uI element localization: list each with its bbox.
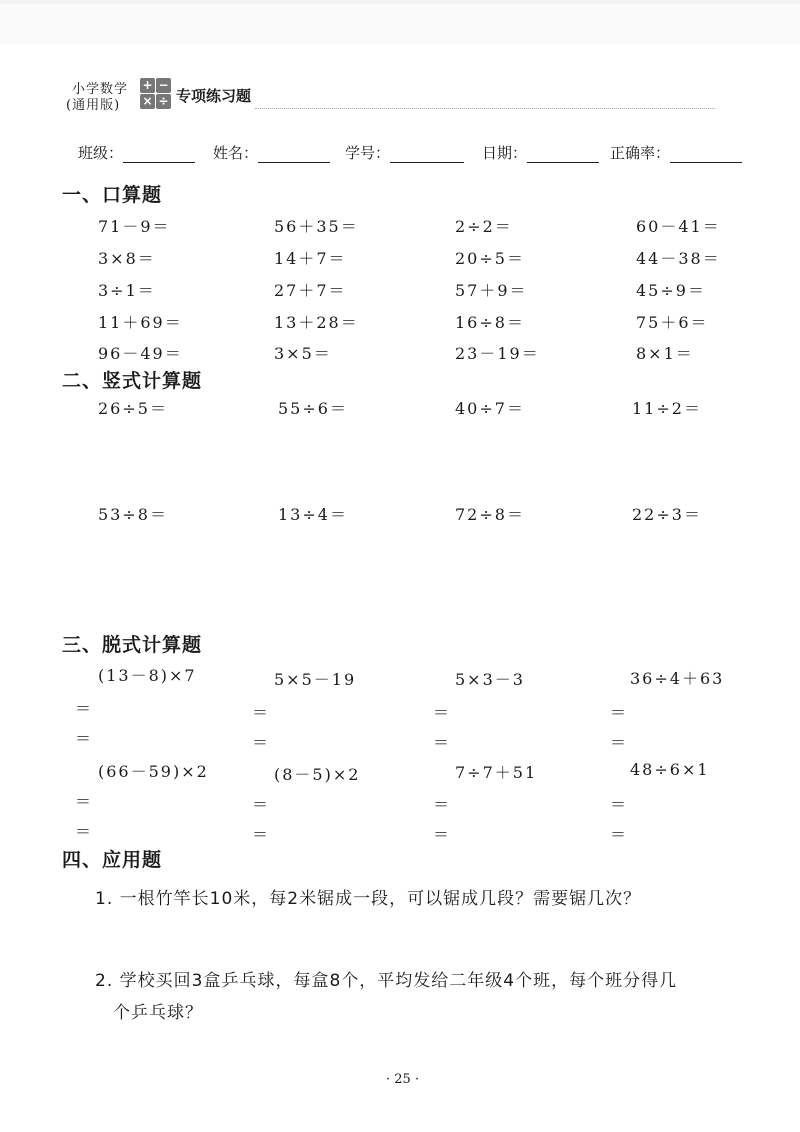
- oral-question: 45÷9＝: [636, 281, 706, 300]
- equals-sign: ＝: [610, 703, 627, 722]
- oral-question: 57＋9＝: [455, 281, 528, 300]
- equals-sign: ＝: [252, 825, 269, 844]
- accuracy-field[interactable]: [610, 142, 742, 163]
- top-margin-band: [0, 0, 800, 44]
- stepwise-question: (13－8)×7: [98, 666, 197, 685]
- minus-icon: −: [156, 78, 171, 93]
- vertical-question: 13÷4＝: [278, 505, 348, 524]
- equals-sign: ＝: [433, 825, 450, 844]
- stepwise-question: (66－59)×2: [98, 762, 209, 781]
- class-field[interactable]: [78, 142, 195, 163]
- class-blank[interactable]: [123, 146, 195, 163]
- oral-question: 27＋7＝: [274, 281, 347, 300]
- vertical-question: 72÷8＝: [455, 505, 525, 524]
- vertical-question: 40÷7＝: [455, 399, 525, 418]
- equals-sign: ＝: [75, 699, 92, 718]
- application-problem-continued: 个乒乓球？: [113, 1003, 203, 1023]
- accuracy-blank[interactable]: [670, 146, 742, 163]
- stepwise-question: 7÷7＋51: [455, 763, 538, 782]
- oral-question: 60－41＝: [636, 217, 721, 236]
- class-label: 班级：: [78, 144, 124, 162]
- date-label: 日期：: [482, 144, 528, 162]
- equals-sign: ＝: [610, 825, 627, 844]
- oral-question: 3×8＝: [98, 249, 156, 268]
- equals-sign: ＝: [433, 733, 450, 752]
- student-number-blank[interactable]: [390, 146, 464, 163]
- equals-sign: ＝: [252, 703, 269, 722]
- vertical-question: 22÷3＝: [632, 505, 702, 524]
- brand-edition: (通用版): [66, 98, 121, 113]
- accuracy-label: 正确率：: [610, 144, 671, 162]
- equals-sign: ＝: [610, 795, 627, 814]
- equals-sign: ＝: [252, 795, 269, 814]
- equals-sign: ＝: [433, 795, 450, 814]
- name-blank[interactable]: [258, 146, 330, 163]
- section-vertical-title: 二、竖式计算题: [62, 370, 203, 392]
- equals-sign: ＝: [75, 822, 92, 841]
- oral-question: 11＋69＝: [98, 313, 183, 332]
- header-dotted-rule: [255, 108, 715, 109]
- oral-question: 56＋35＝: [274, 217, 359, 236]
- date-blank[interactable]: [527, 146, 599, 163]
- stepwise-question: 36÷4＋63: [630, 669, 725, 688]
- oral-question: 16÷8＝: [455, 313, 525, 332]
- arithmetic-operators-logo: [140, 78, 172, 110]
- divide-icon: ÷: [156, 94, 171, 109]
- equals-sign: ＝: [75, 729, 92, 748]
- date-field[interactable]: [482, 142, 599, 163]
- vertical-question: 26÷5＝: [98, 399, 168, 418]
- oral-question: 96－49＝: [98, 344, 183, 363]
- worksheet-header: [60, 76, 720, 113]
- student-number-label: 学号：: [345, 144, 391, 162]
- oral-question: 3×5＝: [274, 344, 332, 363]
- student-info-row: [78, 142, 758, 166]
- oral-question: 75＋6＝: [636, 313, 709, 332]
- vertical-question: 55÷6＝: [278, 399, 348, 418]
- page-number: · 25 ·: [386, 1072, 420, 1087]
- oral-question: 3÷1＝: [98, 281, 156, 300]
- multiply-icon: ×: [140, 94, 155, 109]
- vertical-question: 53÷8＝: [98, 505, 168, 524]
- series-title: 专项练习题: [176, 87, 252, 105]
- equals-sign: ＝: [75, 792, 92, 811]
- equals-sign: ＝: [610, 733, 627, 752]
- stepwise-question: 5×5－19: [274, 670, 357, 689]
- stepwise-question: 48÷6×1: [630, 760, 710, 779]
- section-stepwise-title: 三、脱式计算题: [62, 634, 203, 656]
- section-oral-title: 一、口算题: [62, 184, 163, 206]
- vertical-question: 11÷2＝: [632, 399, 702, 418]
- application-problem: 1. 一根竹竿长10米，每2米锯成一段，可以锯成几段？需要锯几次？: [95, 889, 642, 909]
- equals-sign: ＝: [252, 733, 269, 752]
- student-number-field[interactable]: [345, 142, 464, 163]
- section-application-title: 四、应用题: [62, 849, 163, 871]
- oral-question: 44－38＝: [636, 249, 721, 268]
- stepwise-question: 5×3－3: [455, 670, 525, 689]
- name-label: 姓名：: [213, 144, 259, 162]
- equals-sign: ＝: [433, 703, 450, 722]
- oral-question: 71－9＝: [98, 217, 171, 236]
- application-problem: 2. 学校买回3盒乒乓球，每盒8个，平均发给二年级4个班，每个班分得几: [95, 971, 678, 991]
- top-border: [0, 0, 800, 4]
- name-field[interactable]: [213, 142, 330, 163]
- oral-question: 2÷2＝: [455, 217, 513, 236]
- oral-question: 14＋7＝: [274, 249, 347, 268]
- oral-question: 20÷5＝: [455, 249, 525, 268]
- plus-icon: +: [140, 78, 155, 93]
- oral-question: 23－19＝: [455, 344, 540, 363]
- oral-question: 8×1＝: [636, 344, 694, 363]
- oral-question: 13＋28＝: [274, 313, 359, 332]
- brand-title: 小学数学: [72, 82, 129, 97]
- stepwise-question: (8－5)×2: [274, 765, 361, 784]
